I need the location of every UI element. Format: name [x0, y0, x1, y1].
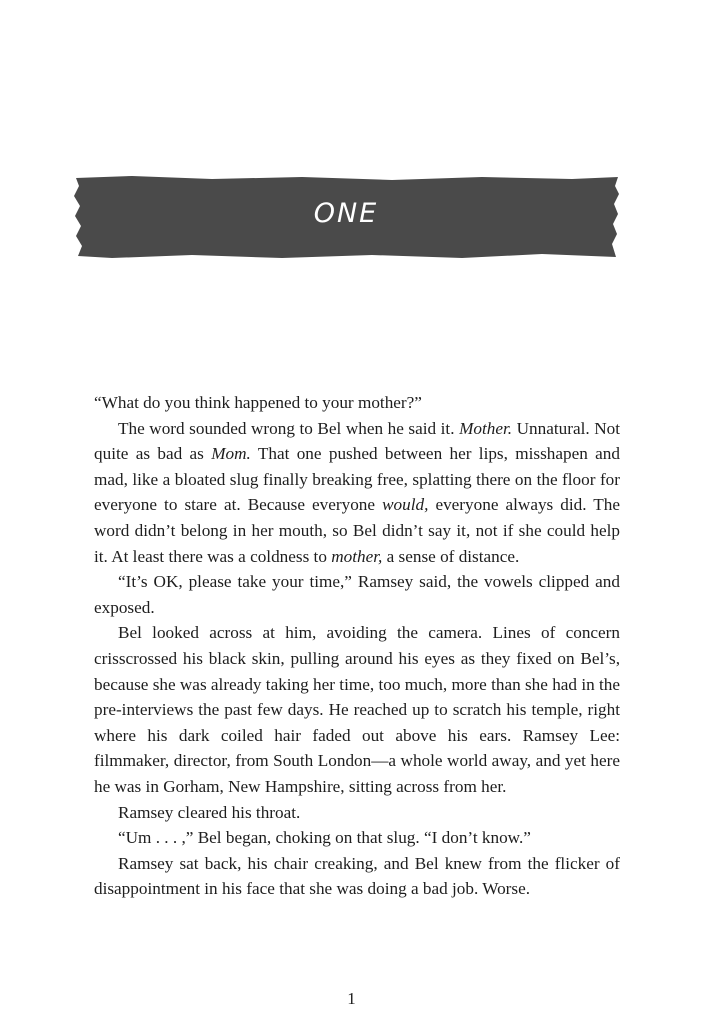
text-run: “Um . . . ,” Bel began, choking on that slug. “I don’t know.”: [118, 828, 531, 848]
text-run: everyone always did. The word didn’t belong in her mouth, so Bel didn’t say it, not if she could help it. At least there was a coldness to: [94, 495, 621, 566]
chapter-title: ONE: [313, 198, 379, 229]
page-number: 1: [347, 989, 356, 1008]
paragraph: [94, 390, 620, 416]
italic-text-run: mother,: [331, 546, 383, 566]
chapter-body-text: [94, 390, 620, 902]
italic-text-run: Mom.: [211, 444, 251, 464]
text-run: “It’s OK, please take your time,” Ramsey said, the vowels clipped and exposed.: [94, 572, 620, 617]
text-run: The word sounded wrong to Bel when he said it.: [118, 418, 460, 438]
text-run: Ramsey cleared his throat.: [118, 802, 301, 822]
paragraph: [94, 825, 620, 851]
paragraph: [94, 416, 620, 570]
paragraph: [94, 800, 620, 826]
text-run: a sense of distance.: [382, 546, 520, 566]
text-run: “What do you think happened to your mother?”: [94, 393, 422, 412]
text-run: Ramsey sat back, his chair creaking, and Bel knew from the flicker of disappointment in his face that she was doing a bad job. Worse.: [94, 853, 620, 899]
text-run: That one pushed between her lips, misshapen and mad, like a bloated slug finally breaking free, splatting there on the floor for everyone to stare at. Because everyone: [94, 444, 620, 515]
paragraph: [94, 851, 620, 902]
paragraph: [94, 620, 620, 799]
italic-text-run: Mother.: [459, 418, 513, 438]
text-run: Unnatural. Not quite as bad as: [94, 418, 620, 464]
paragraph: [94, 569, 620, 620]
italic-text-run: would,: [382, 495, 429, 515]
text-run: Bel looked across at him, avoiding the camera. Lines of concern crisscrossed his black skin, pulling around his eyes as they fixed on Bel’s, because she was already taking her time, too much, more than she had in the pre-interviews the past few days. He reached up to scratch his temple, right where his dark coiled hair faded out above his ears. Ramsey Lee: filmmaker, director, from South London—a whole world away, and yet here he was in Gorham, New Hampshire, sitting across from her.: [94, 623, 620, 796]
chapter-banner: [72, 174, 620, 260]
